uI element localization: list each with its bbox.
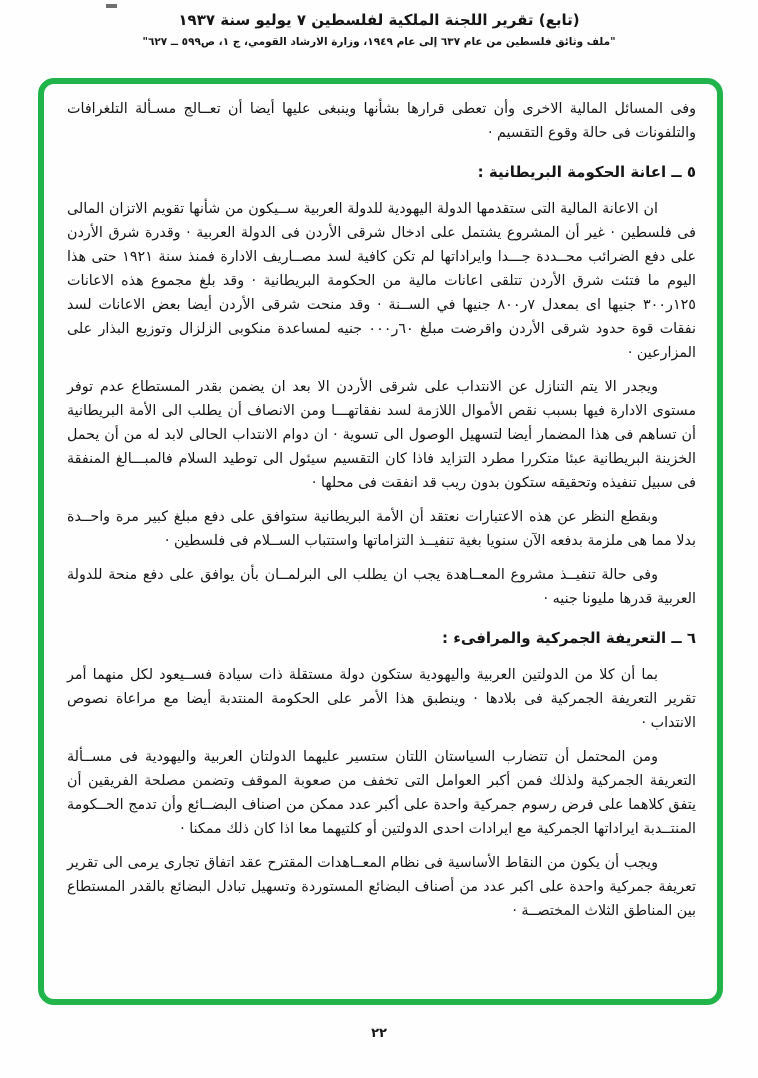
report-title: (تابع) تقرير اللجنة الملكية لفلسطين ٧ يوليو سنة ١٩٣٧ xyxy=(178,11,580,29)
paragraph: ويجدر الا يتم التنازل عن الانتداب على شرقى الأردن الا بعد ان يضمن بقدر المستطاع عدم توفر مستوى الادارة فيها بسبب نقص الأموال اللازمة لسد نفقاتهـــا ومن الانصاف أن يطلب الى الأمة البريطانية أن تساهم فى هذا المضمار أيضا لتسهيل الوصول الى تسوية · ان دوام الانتداب الحالى لابد له من أن يحمل الخزينة البريطانية عبئا متكررا مطرد التزايد فاذا كان التقسيم سيئول الى توطيد السلام فالمبـــالغ المنفقة فى سبيل تنفيذه وتحقيقه ستكون بدون ريب قد انفقت فى محلها · xyxy=(67,379,696,491)
source-citation: "ملف وثائق فلسطين من عام ٦٣٧ إلى عام ١٩٤٩، وزارة الارشاد القومي، ج ١، ص٥٩٩ ــ ٦٢٧" xyxy=(142,36,616,48)
paragraph: ويجب أن يكون من النقاط الأساسية فى نظام المعــاهدات المقترح عقد اتفاق تجارى يرمى الى تقرير تعريفة جمركية واحدة على اكبر عدد من أصناف البضائع المستوردة وتسهيل تبادل البضائع بالقدر المستطاع بين المناطق الثلاث المختصــة · xyxy=(67,855,696,919)
paragraph: ان الاعانة المالية التى ستقدمها الدولة اليهودية للدولة العربية ســيكون من شأنها تقويم الاتزان المالى فى فلسطين · غير أن المشروع يشتمل على ادخال شرقى الأردن فى الدولة العربية · وقدرة شرق الأردن على دفع الضرائب محــددة جـــدا وايراداتها لم تكن كافية لسد مصــاريف الادارة فمنذ سنة ١٩٢١ حتى هذا اليوم ما فتئت شرق الأردن تتلقى اعانات مالية من الحكومة البريطانية · وقد بلغ مجموع هذه الاعانات ١٢٥ر٣٠٠ جنيها اى بمعدل ٧ر٨٠٠ جنيها في الســنة · وقد منحت شرقى الأردن أيضا بعض الاعانات لسد نفقات قوة حدود شرقى الأردن واقرضت مبلغ ٦٠ر٠٠٠ جنيه لمساعدة منكوبى الزلزال وتوزيع البذار على المزارعين · xyxy=(67,201,696,361)
paragraph: بما أن كلا من الدولتين العربية واليهودية ستكون دولة مستقلة ذات سيادة فســيعود لكل منهما أمر تقرير التعريفة الجمركية فى بلادها · وينطبق هذا الأمر على الحكومة المنتدبة أيضا مع مراعاة نصوص الانتداب · xyxy=(67,667,696,731)
paragraph: ومن المحتمل أن تتضارب السياستان اللتان ستسير عليهما الدولتان العربية واليهودية فى مســألة التعريفة الجمركية ولذلك فمن أكبر العوامل التى تخفف من صعوبة الموقف وتضمن مصلحة الفريقين أن يتفق كلاهما على فرض رسوم جمركية واحدة على أكبر عدد ممكن من اصناف البضــائع وأن تدمج الحــكومة المنتــدبة ايراداتها الجمركية مع ايرادات احدى الدولتين أو كلتيهما معا اذا كان ذلك ممكنا · xyxy=(67,749,696,837)
page-header xyxy=(0,11,758,48)
section-heading: ٦ ــ التعريفة الجمركية والمرافىء : xyxy=(442,629,696,647)
section-heading: ٥ ــ اعانة الحكومة البريطانية : xyxy=(477,163,696,181)
document-frame xyxy=(38,78,723,1005)
document-body xyxy=(44,84,717,943)
paragraph: وفى حالة تنفيــذ مشروع المعــاهدة يجب ان يطلب الى البرلمــان بأن يوافق على دفع منحة للدولة العربية قدرها مليونا جنيه · xyxy=(67,567,696,607)
page-number: ٢٢ xyxy=(371,1026,387,1041)
scan-artifact-mark xyxy=(106,4,117,8)
paragraph: وفى المسائل المالية الاخرى وأن تعطى قرارها بشأنها وينبغى عليها أيضا أن تعــالج مسـألة التلغرافات والتلفونات فى حالة وقوع التقسيم · xyxy=(67,101,696,141)
paragraph: وبقطع النظر عن هذه الاعتبارات نعتقد أن الأمة البريطانية ستوافق على دفع مبلغ كبير مرة واحــدة بدلا مما هى ملزمة بدفعه الآن سنويا بغية تنفيــذ التزاماتها واستتباب الســلام فى فلسطين · xyxy=(67,509,696,549)
